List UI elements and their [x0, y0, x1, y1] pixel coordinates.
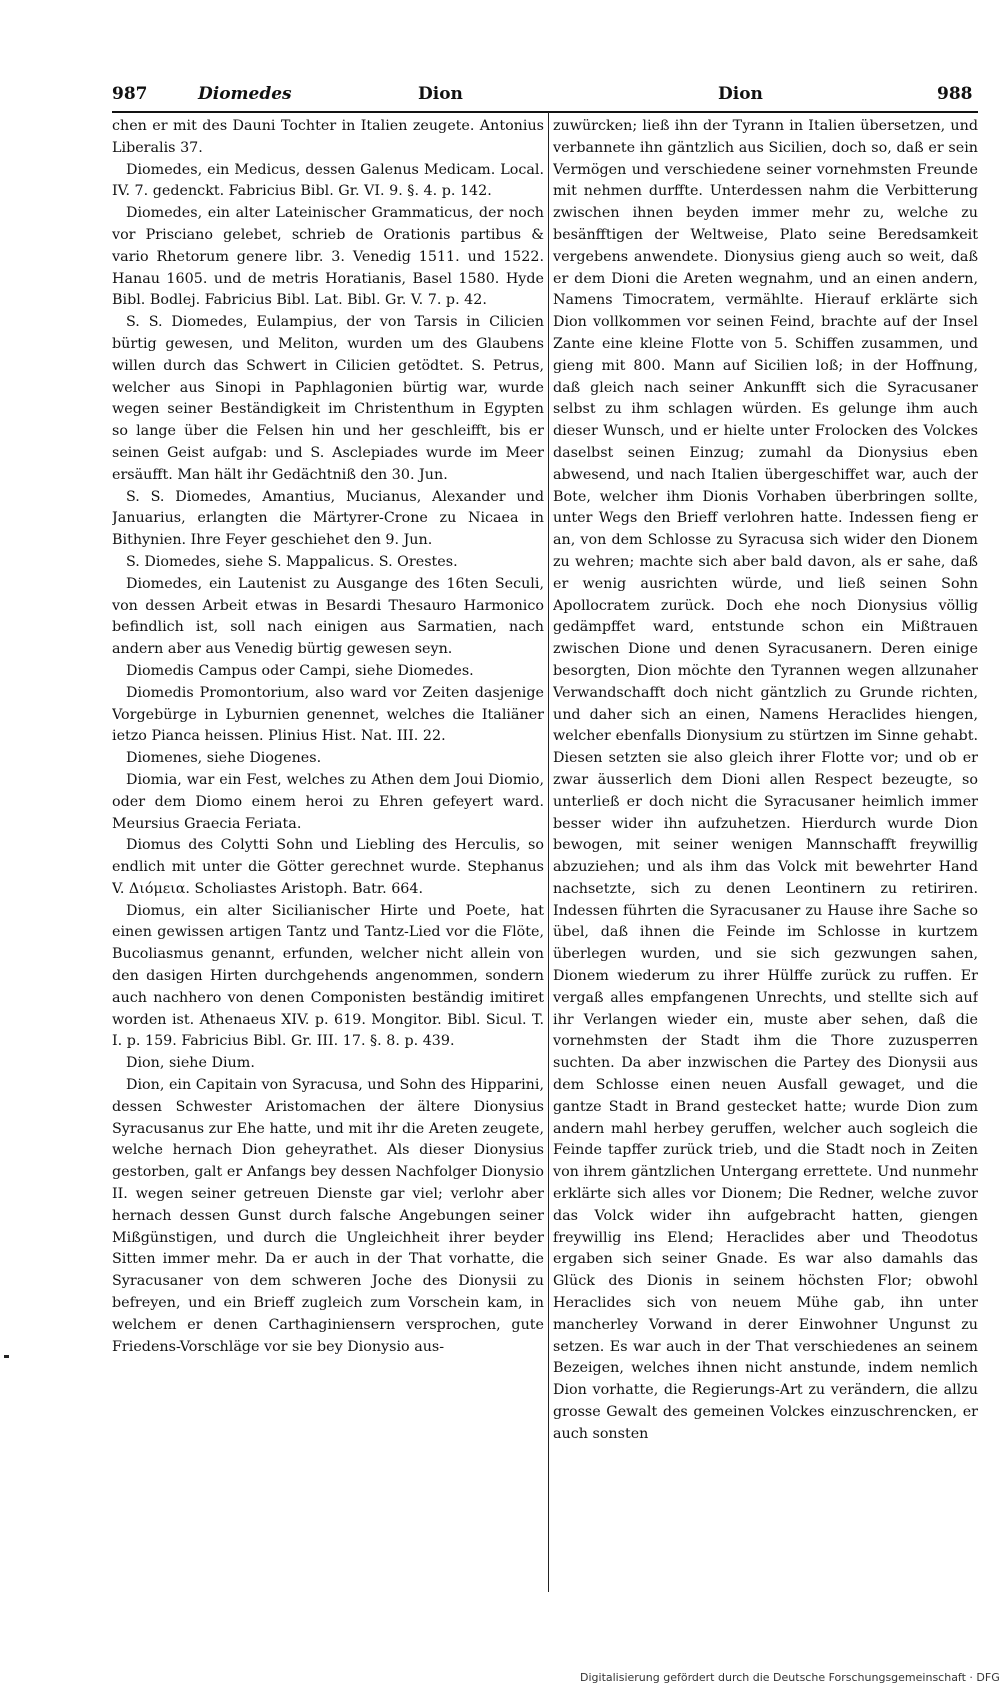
entry-paragraph: S. Diomedes, siehe S. Mappalicus. S. Orestes.: [126, 553, 458, 570]
entry-paragraph: Diomedes, ein Lautenist zu Ausgange des 16ten Seculi, von dessen Arbeit etwas in Besardi Thesauro Harmonico befindlich ist, soll nach einigen aus Sarmatien, nach andern aber aus Venedig bürtig gewesen seyn.: [112, 575, 544, 658]
entry-paragraph: Diomus, ein alter Sicilianischer Hirte und Poete, hat einen gewissen artigen Tantz und Tantz-Lied vor die Flöte, Bucoliasmus genannt, erfunden, welcher nicht allein von den dasigen Hirten durchgehends angenommen, sondern auch nachhero von denen Componisten beständig imitiret worden ist. Athenaeus XIV. p. 619. Mongitor. Bibl. Sicul. T. I. p. 159. Fabricius Bibl. Gr. III. 17. §. 8. p. 439.: [112, 902, 544, 1050]
entry-paragraph: Diomedes, ein Medicus, dessen Galenus Medicam. Local. IV. 7. gedenckt. Fabricius Bibl. Gr. VI. 9. §. 4. p. 142.: [112, 161, 544, 200]
entry-paragraph: zuwürcken; ließ ihn der Tyrann in Italien übersetzen, und verbannete ihn gäntzlich aus Sicilien, doch so, daß er sein Vermögen und verschiedene seiner vornehmsten Freunde mit nehmen durffte. Unterdessen nahm die Verbitterung zwischen ihnen beyden immer mehr zu, welche zu besänfftigen der Weltweise, Plato seine Beredsamkeit vergebens anwendete. Dionysius gieng auch so weit, daß er dem Dioni die Areten wegnahm, und an einen andern, Namens Timocratem, vermählte. Hierauf erklärte sich Dion vollkommen vor seinen Feind, brachte auf der Insel Zante eine kleine Flotte von 5. Schiffen zusammen, und gieng mit 800. Mann auf Sicilien loß; in der Hoffnung, daß gleich nach seiner Ankunfft sich die Syracusaner selbst zu ihm schlagen würden. Es gelunge ihm auch dieser Wunsch, und er hielte unter Frolocken des Volckes daselbst seinen Einzug; zumahl da Dionysius eben abwesend, und nach Italien übergeschiffet war, auch der Bote, welcher ihm Dionis Vorhaben überbringen sollte, unter Wegs den Brieff verlohren hatte. Indessen fieng er an, von dem Schlosse zu Syracusa sich wider den Dionem zu wehren; machte sich aber bald davon, als er sahe, daß er wenig ausrichten würde, und ließ seinen Sohn Apollocratem zurück. Doch ehe noch Dionysius völlig gedämpffet ward, entstunde schon ein Mißtrauen zwischen Dione und denen Syracusanern. Deren einige besorgten, Dion möchte den Tyrannen wegen allzunaher Verwandschafft doch nicht gäntzlich zu Grunde richten, und daher sich an einen, Namens Heraclides hiengen, welcher ebenfalls Dionysium zu stürtzen im Sinne gehabt. Diesen setzten sie also gleich ihrer Flotte vor; und ob er zwar äusserlich dem Dioni allen Respect bezeugte, so unterließ er doch nicht die Syracusaner heimlich immer besser wider ihn aufzuhetzen. Hierdurch wurde Dion bewogen, mit seiner wenigen Mannschafft freywillig abzuziehen; und als ihm das Volck mit bewehrter Hand nachsetzte, sich zu denen Leontinern zu retiriren. Indessen führten die Syracusaner zu Hause ihre Sache so übel, daß ihnen die Feinde im Schlosse in kurtzem überlegen wurden, und sie sich gezwungen sahen, Dionem wiederum zu ihrer Hülffe zurück zu ruffen. Er vergaß alles empfangenen Unrechts, und stellte sich auf ihr Verlangen wieder ein, muste aber sehen, daß die vornehmsten der Stadt ihm die Thore zuzusperren suchten. Da aber inzwischen die Partey des Dionysii aus dem Schlosse einen neuen Ausfall gewaget, und die gantze Stadt in Brand gestecket hatte; wurde Dion zum andern mahl herbey geruffen, welcher auch sogleich die Feinde tapffer zurück trieb, und die Stadt noch in Zeiten von ihrem gäntzlichen Untergang errettete. Und nunmehr erklärte sich alles vor Dionem; Die Redner, welche zuvor das Volck wider ihn aufgebracht hatten, giengen freywillig ins Elend; Heraclides aber und Theodotus ergaben sich seiner Gnade. Es war also damahls das Glück des Dionis in seinem höchsten Flor; obwohl Heraclides sich von neuem Mühe gab, ihn unter mancherley Vorwand in derer Einwohner Ungunst zu setzen. Es war auch in der That verschiedenes an seinem Bezeigen, welches ihnen nicht anstunde, indem nemlich Dion vorhatte, die Regierungs-Art zu verändern, die allzu grosse Gewalt des gemeinen Volckes einzuschrencken, er auch sonsten: [553, 118, 978, 1442]
right-center-headword: Dion: [718, 84, 763, 104]
right-page-number: 988: [937, 84, 973, 104]
entry-paragraph: S. S. Diomedes, Amantius, Mucianus, Alexander und Januarius, erlangten die Märtyrer-Crone zu Nicaea in Bithynien. Ihre Feyer geschiehet den 9. Jun.: [112, 488, 544, 549]
header-rule: [112, 111, 978, 113]
entry-paragraph: Dion, siehe Dium.: [126, 1055, 255, 1072]
left-column: [112, 116, 544, 1591]
column-divider: [548, 112, 549, 1592]
margin-mark: [4, 1355, 9, 1358]
running-header: [0, 80, 1000, 110]
left-page-number: 987: [112, 84, 148, 104]
entry-paragraph: Diomenes, siehe Diogenes.: [126, 750, 322, 767]
entry-paragraph: Diomedis Campus oder Campi, siehe Diomedes.: [126, 662, 474, 679]
digitization-footer: Digitalisierung gefördert durch die Deutsche Forschungsgemeinschaft · DFG: [580, 1671, 1000, 1684]
entry-paragraph: chen er mit des Dauni Tochter in Italien zeugete. Antonius Liberalis 37.: [112, 118, 544, 156]
entry-paragraph: S. S. Diomedes, Eulampius, der von Tarsis in Cilicien bürtig gewesen, und Meliton, wurden um des Glaubens willen durch das Schwert in Cilicien getödtet. S. Petrus, welcher aus Sinopi in Paphlagonien bürtig war, wurde wegen seiner Beständigkeit im Christenthum in Egypten so lange über die Felsen hin und her geschleifft, bis er seinen Geist aufgab: und S. Asclepiades wurde im Meer ersäufft. Man hält ihr Gedächtniß den 30. Jun.: [112, 314, 544, 483]
entry-paragraph: Dion, ein Capitain von Syracusa, und Sohn des Hipparini, dessen Schwester Aristomachen der ältere Dionysius Syracusanus zur Ehe hatte, und mit ihr die Areten zeugete, welche hernach Dion geheyrathet. Als dieser Dionysius gestorben, galt er Anfangs bey dessen Nachfolger Dionysio II. wegen seiner getreuen Dienste gar viel; verlohr aber hernach dessen Gunst durch falsche Angebungen seiner Mißgünstigen, und durch die Ungleichheit ihrer beyder Sitten immer mehr. Da er auch in der That vorhatte, die Syracusaner von dem schweren Joche des Dionysii zu befreyen, und ein Brieff zugleich zum Vorschein kam, in welchem er denen Carthaginiensern versprochen, gute Friedens-Vorschläge vor sie bey Dionysio aus-: [112, 1077, 544, 1355]
entry-paragraph: Diomia, war ein Fest, welches zu Athen dem Joui Diomio, oder dem Diomo einem heroi zu Ehren gefeyert ward. Meursius Graecia Feriata.: [112, 771, 544, 832]
entry-paragraph: Diomedis Promontorium, also ward vor Zeiten dasjenige Vorgebürge in Lyburnien genennet, welches die Italiäner ietzo Pianca heissen. Plinius Hist. Nat. III. 22.: [112, 684, 544, 745]
left-headword: Diomedes: [198, 84, 292, 104]
entry-paragraph: Diomedes, ein alter Lateinischer Grammaticus, der noch vor Prisciano gelebet, schrieb de Orationis partibus & vario Rhetorum genere libr. 3. Venedig 1511. und 1522. Hanau 1605. und de metris Horatianis, Basel 1580. Hyde Bibl. Bodlej. Fabricius Bibl. Lat. Bibl. Gr. V. 7. p. 42.: [112, 205, 544, 309]
entry-paragraph: Diomus des Colytti Sohn und Liebling des Herculis, so endlich mit unter die Götter gerechnet wurde. Stephanus V. Διόμεια. Scholiastes Aristoph. Batr. 664.: [112, 837, 544, 897]
right-column: [553, 116, 978, 1591]
left-center-headword: Dion: [418, 84, 463, 104]
